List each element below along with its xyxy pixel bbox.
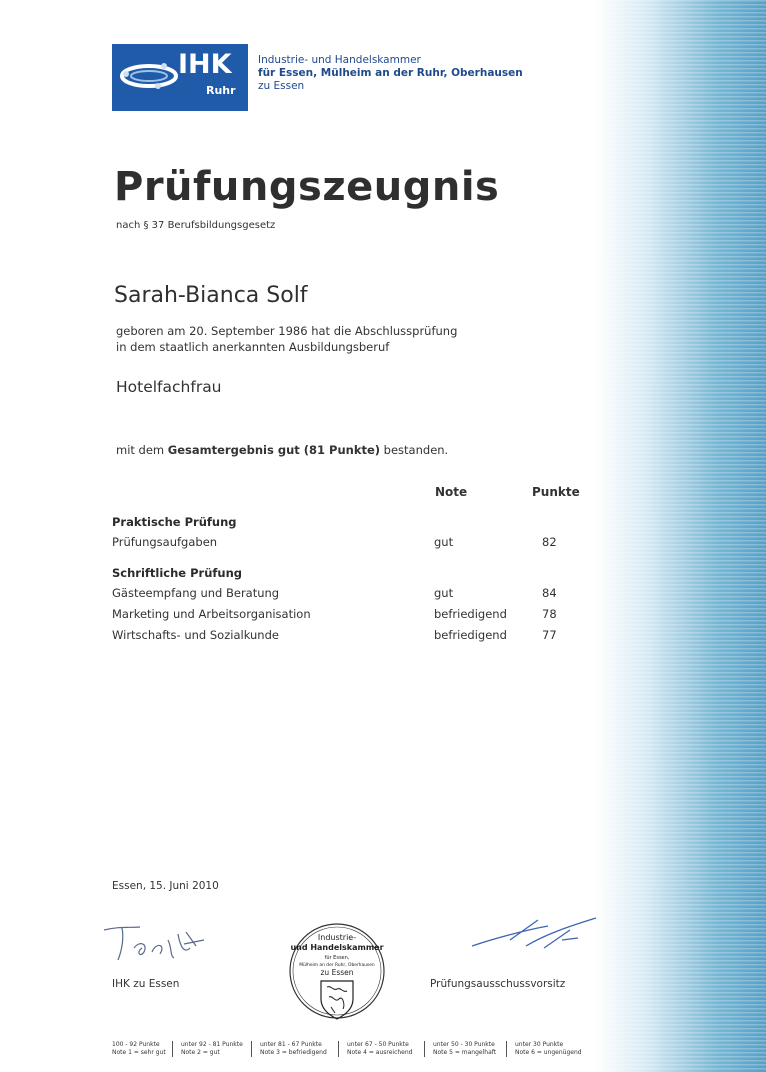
scale-grade: Note 5 = mangelhaft <box>433 1049 497 1056</box>
candidate-name: Sarah-Bianca Solf <box>114 283 308 308</box>
scale-grade: Note 6 = ungenügend <box>515 1049 582 1056</box>
scale-range: unter 30 Punkte <box>515 1041 564 1048</box>
subject: Prüfungsaufgaben <box>112 535 218 549</box>
seal-line-1: Industrie- <box>317 933 357 942</box>
document-subtitle: nach § 37 Berufsbildungsgesetz <box>116 220 276 231</box>
birth-line-1: geboren am 20. September 1986 hat die Abschlussprüfung <box>116 324 458 338</box>
scale-grade: Note 4 = ausreichend <box>347 1049 413 1056</box>
scale-range: 100 - 92 Punkte <box>112 1041 160 1048</box>
document-title: Prüfungszeugnis <box>114 164 500 210</box>
seal-line-2: und Handelskammer <box>290 943 384 952</box>
scale-range: unter 92 - 81 Punkte <box>181 1041 243 1048</box>
points: 82 <box>542 535 557 549</box>
birth-statement <box>116 323 457 355</box>
section-written: Schriftliche Prüfung <box>112 566 242 580</box>
subject: Marketing und Arbeitsorganisation <box>112 607 311 621</box>
scale-grade: Note 3 = befriedigend <box>260 1049 327 1056</box>
scale-divider <box>172 1041 173 1057</box>
chamber-line-1: Industrie- und Handelskammer <box>258 54 421 66</box>
scale-grade: Note 2 = gut <box>181 1049 220 1056</box>
table-row <box>112 535 592 551</box>
points: 84 <box>542 586 557 600</box>
issue-date: Essen, 15. Juni 2010 <box>112 880 219 892</box>
table-row <box>112 586 592 602</box>
scale-item <box>181 1041 243 1057</box>
grade: befriedigend <box>434 628 507 642</box>
column-header-punkte: Punkte <box>532 485 580 499</box>
chamber-name <box>258 54 523 93</box>
scale-item <box>260 1041 327 1057</box>
scale-item <box>347 1041 412 1057</box>
scale-grade: Note 1 = sehr gut <box>112 1049 166 1056</box>
subject: Gästeempfang und Beratung <box>112 586 280 600</box>
result-grade: Gesamtergebnis gut (81 Punkte) <box>167 443 381 457</box>
globe-ring-icon <box>118 58 180 94</box>
official-seal <box>287 913 387 1031</box>
scale-divider <box>338 1041 339 1057</box>
points: 78 <box>542 607 557 621</box>
seal-line-4: Mülheim an der Ruhr, Oberhausen <box>299 963 375 968</box>
left-signer-label: IHK zu Essen <box>112 978 180 990</box>
grade: gut <box>434 535 454 549</box>
scale-range: unter 67 - 50 Punkte <box>347 1041 409 1048</box>
logo-ihk-text: IHK <box>178 49 232 80</box>
table-row <box>112 628 592 644</box>
signature-left <box>100 918 210 970</box>
scale-divider <box>251 1041 252 1057</box>
scale-item <box>112 1041 166 1057</box>
scale-range: unter 81 - 67 Punkte <box>260 1041 322 1048</box>
chamber-line-2: für Essen, Mülheim an der Ruhr, Oberhausen <box>258 67 523 79</box>
scale-divider <box>424 1041 425 1057</box>
column-header-note: Note <box>435 485 468 499</box>
table-row <box>112 607 592 623</box>
result-prefix: mit dem <box>116 443 168 457</box>
subject: Wirtschafts- und Sozialkunde <box>112 628 279 642</box>
chamber-line-3: zu Essen <box>258 80 305 92</box>
scale-item <box>515 1041 582 1057</box>
signature-right <box>466 912 606 954</box>
scale-item <box>433 1041 496 1057</box>
seal-line-3: für Essen, <box>324 955 350 961</box>
section-practical: Praktische Prüfung <box>112 515 237 529</box>
right-signer-label: Prüfungsausschussvorsitz <box>430 978 566 990</box>
grade: gut <box>434 586 454 600</box>
ihk-logo <box>112 44 248 111</box>
scale-range: unter 50 - 30 Punkte <box>433 1041 495 1048</box>
seal-line-5: zu Essen <box>320 968 354 977</box>
result-suffix: bestanden. <box>380 443 449 457</box>
grade: befriedigend <box>434 607 507 621</box>
decorative-blue-band <box>596 0 766 1072</box>
occupation: Hotelfachfrau <box>116 378 222 396</box>
birth-line-2: in dem staatlich anerkannten Ausbildungsberuf <box>116 340 390 354</box>
points: 77 <box>542 628 557 642</box>
overall-result <box>116 443 448 457</box>
logo-ruhr-text: Ruhr <box>206 84 236 97</box>
scale-divider <box>506 1041 507 1057</box>
